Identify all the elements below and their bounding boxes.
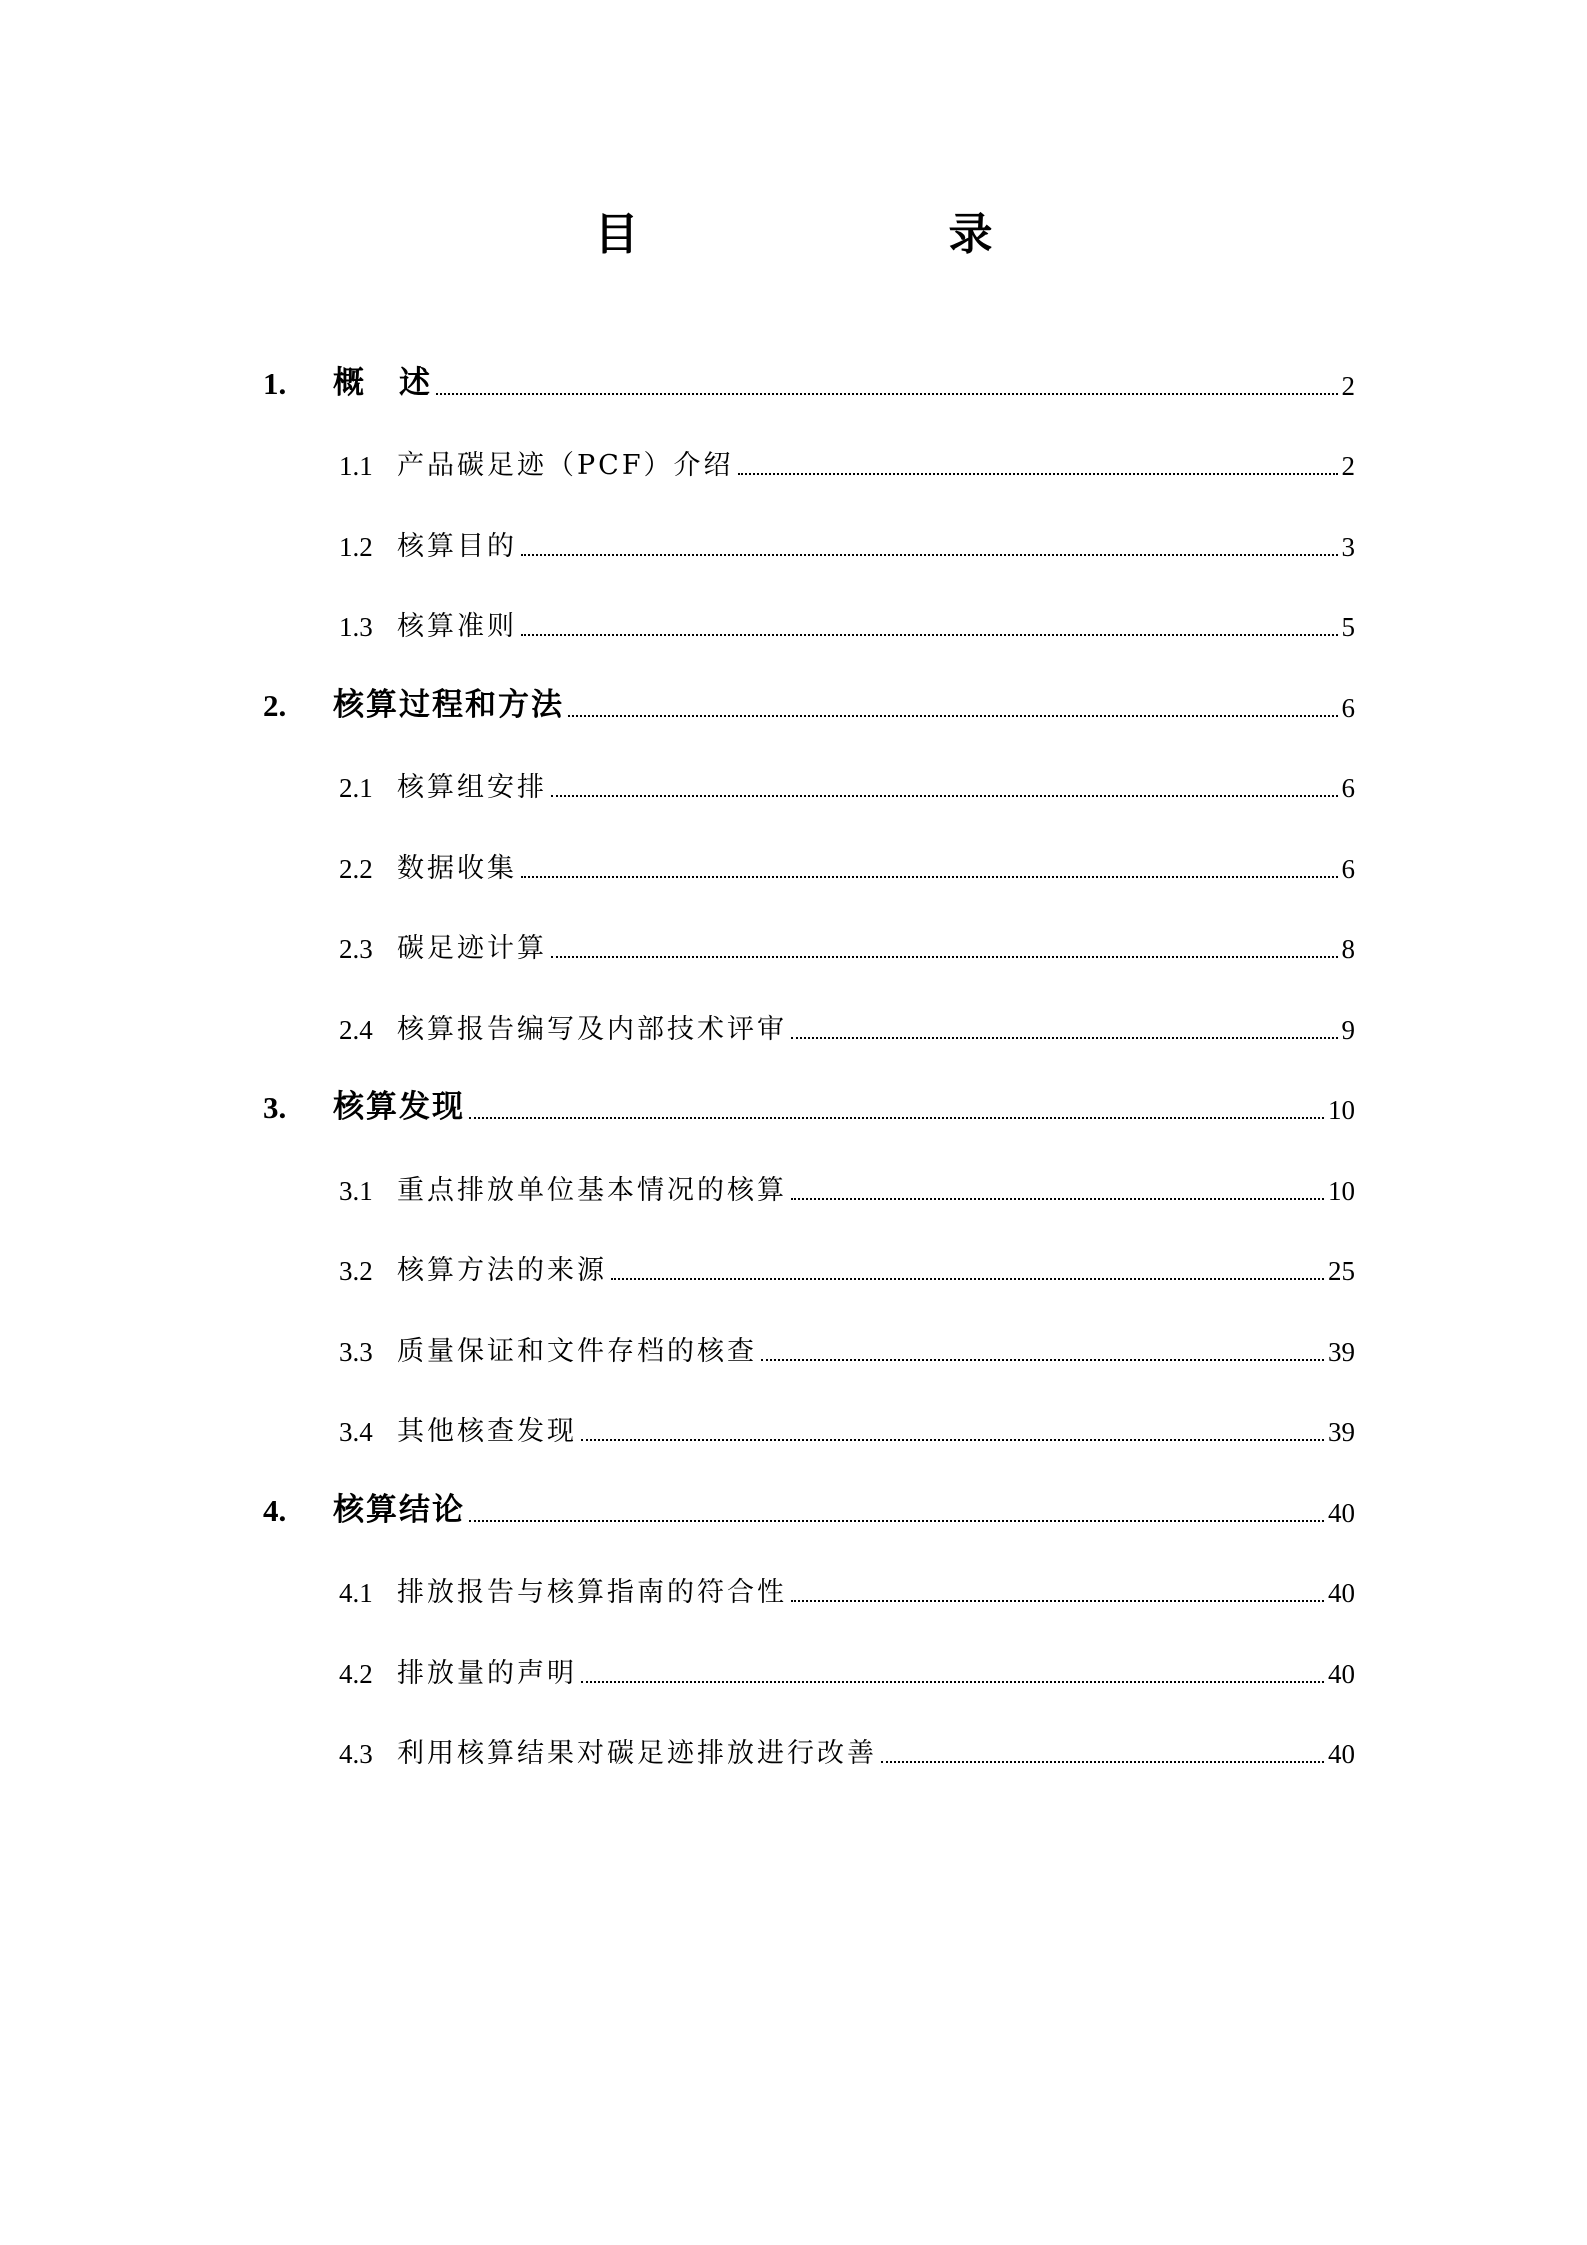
toc-entry-number: 3.2 bbox=[339, 1256, 373, 1286]
toc-entry-title: 核算结论 bbox=[333, 1491, 465, 1528]
toc-entry-number: 2.1 bbox=[339, 773, 373, 803]
toc-page-number: 8 bbox=[1341, 934, 1355, 964]
toc-section-entry[interactable] bbox=[263, 496, 1355, 577]
toc-entry-title: 利用核算结果对碳足迹排放进行改善 bbox=[397, 1738, 877, 1769]
toc-page-number: 39 bbox=[1328, 1417, 1355, 1447]
toc-dot-leader bbox=[551, 956, 1338, 958]
toc-dot-leader bbox=[761, 1359, 1324, 1361]
toc-page-number: 6 bbox=[1341, 853, 1355, 884]
toc-section-entry[interactable] bbox=[263, 738, 1355, 819]
toc-section-entry[interactable] bbox=[263, 1382, 1355, 1463]
toc-entry-title: 排放量的声明 bbox=[397, 1657, 577, 1689]
toc-entry-number: 4.2 bbox=[339, 1658, 373, 1689]
toc-entry-number: 2.2 bbox=[339, 853, 373, 884]
toc-chapter-entry[interactable] bbox=[263, 1060, 1355, 1141]
toc-dot-leader bbox=[791, 1600, 1324, 1602]
toc-page-number: 2 bbox=[1341, 451, 1355, 481]
toc-entry-number: 2. bbox=[263, 687, 287, 723]
table-of-contents bbox=[263, 335, 1355, 1784]
toc-entry-number: 1. bbox=[263, 365, 287, 401]
toc-entry-number: 4.3 bbox=[339, 1739, 373, 1769]
toc-entry-number: 4. bbox=[263, 1492, 287, 1528]
toc-entry-title: 碳足迹计算 bbox=[397, 933, 547, 964]
toc-dot-leader bbox=[791, 1198, 1324, 1200]
toc-page-number: 6 bbox=[1341, 773, 1355, 803]
toc-section-entry[interactable] bbox=[263, 1221, 1355, 1302]
toc-page-number: 39 bbox=[1328, 1336, 1355, 1367]
toc-chapter-entry[interactable] bbox=[263, 1462, 1355, 1543]
toc-section-entry[interactable] bbox=[263, 1623, 1355, 1704]
toc-entry-title: 核算报告编写及内部技术评审 bbox=[397, 1013, 787, 1045]
toc-page-number: 40 bbox=[1328, 1739, 1355, 1769]
toc-entry-number: 3.4 bbox=[339, 1417, 373, 1447]
toc-dot-leader bbox=[469, 1520, 1324, 1522]
toc-entry-title: 质量保证和文件存档的核查 bbox=[397, 1335, 757, 1367]
toc-entry-number: 4.1 bbox=[339, 1578, 373, 1608]
toc-entry-number: 2.3 bbox=[339, 934, 373, 964]
toc-page-number: 40 bbox=[1328, 1658, 1355, 1689]
toc-section-entry[interactable] bbox=[263, 899, 1355, 980]
toc-entry-number: 3. bbox=[263, 1090, 287, 1125]
toc-entry-title: 数据收集 bbox=[397, 852, 517, 884]
toc-entry-number: 3.1 bbox=[339, 1175, 373, 1206]
toc-dot-leader bbox=[738, 473, 1338, 475]
toc-entry-number: 3.3 bbox=[339, 1336, 373, 1367]
toc-entry-number: 1.2 bbox=[339, 531, 373, 562]
toc-page-number: 3 bbox=[1341, 531, 1355, 562]
toc-page-number: 10 bbox=[1328, 1095, 1355, 1125]
toc-entry-title: 核算方法的来源 bbox=[397, 1255, 607, 1286]
toc-page-number: 6 bbox=[1341, 692, 1355, 723]
toc-page-number: 5 bbox=[1341, 612, 1355, 642]
toc-entry-title: 重点排放单位基本情况的核算 bbox=[397, 1174, 787, 1206]
toc-entry-number: 1.1 bbox=[339, 451, 373, 481]
toc-entry-title: 核算准则 bbox=[397, 611, 517, 642]
toc-section-entry[interactable] bbox=[263, 1543, 1355, 1624]
toc-dot-leader bbox=[436, 393, 1338, 395]
toc-entry-title: 排放报告与核算指南的符合性 bbox=[397, 1577, 787, 1608]
toc-dot-leader bbox=[521, 876, 1338, 878]
toc-entry-title: 核算目的 bbox=[397, 530, 517, 562]
toc-section-entry[interactable] bbox=[263, 818, 1355, 899]
toc-entry-title: 概 述 bbox=[333, 364, 432, 401]
toc-chapter-entry[interactable] bbox=[263, 335, 1355, 416]
toc-dot-leader bbox=[469, 1117, 1324, 1119]
toc-entry-title: 核算发现 bbox=[333, 1089, 465, 1125]
toc-dot-leader bbox=[581, 1681, 1324, 1683]
toc-entry-title: 核算过程和方法 bbox=[333, 686, 564, 723]
toc-title: 目 录 bbox=[594, 209, 1067, 260]
toc-dot-leader bbox=[568, 715, 1338, 717]
toc-section-entry[interactable] bbox=[263, 1301, 1355, 1382]
toc-section-entry[interactable] bbox=[263, 416, 1355, 497]
toc-dot-leader bbox=[521, 634, 1338, 636]
toc-entry-title: 产品碳足迹（PCF）介绍 bbox=[397, 450, 734, 481]
toc-section-entry[interactable] bbox=[263, 979, 1355, 1060]
toc-page-number: 10 bbox=[1328, 1175, 1355, 1206]
toc-section-entry[interactable] bbox=[263, 1140, 1355, 1221]
toc-page-number: 40 bbox=[1328, 1497, 1355, 1528]
toc-entry-title: 其他核查发现 bbox=[397, 1416, 577, 1447]
toc-dot-leader bbox=[611, 1278, 1324, 1280]
toc-dot-leader bbox=[581, 1439, 1324, 1441]
toc-dot-leader bbox=[881, 1761, 1324, 1763]
toc-page-number: 2 bbox=[1341, 370, 1355, 401]
toc-dot-leader bbox=[551, 795, 1338, 797]
toc-entry-number: 1.3 bbox=[339, 612, 373, 642]
toc-entry-number: 2.4 bbox=[339, 1014, 373, 1045]
toc-entry-title: 核算组安排 bbox=[397, 772, 547, 803]
toc-chapter-entry[interactable] bbox=[263, 657, 1355, 738]
toc-page-number: 40 bbox=[1328, 1578, 1355, 1608]
toc-dot-leader bbox=[521, 554, 1338, 556]
toc-section-entry[interactable] bbox=[263, 577, 1355, 658]
toc-section-entry[interactable] bbox=[263, 1704, 1355, 1785]
toc-page-number: 9 bbox=[1341, 1014, 1355, 1045]
toc-dot-leader bbox=[791, 1037, 1338, 1039]
toc-page-number: 25 bbox=[1328, 1256, 1355, 1286]
